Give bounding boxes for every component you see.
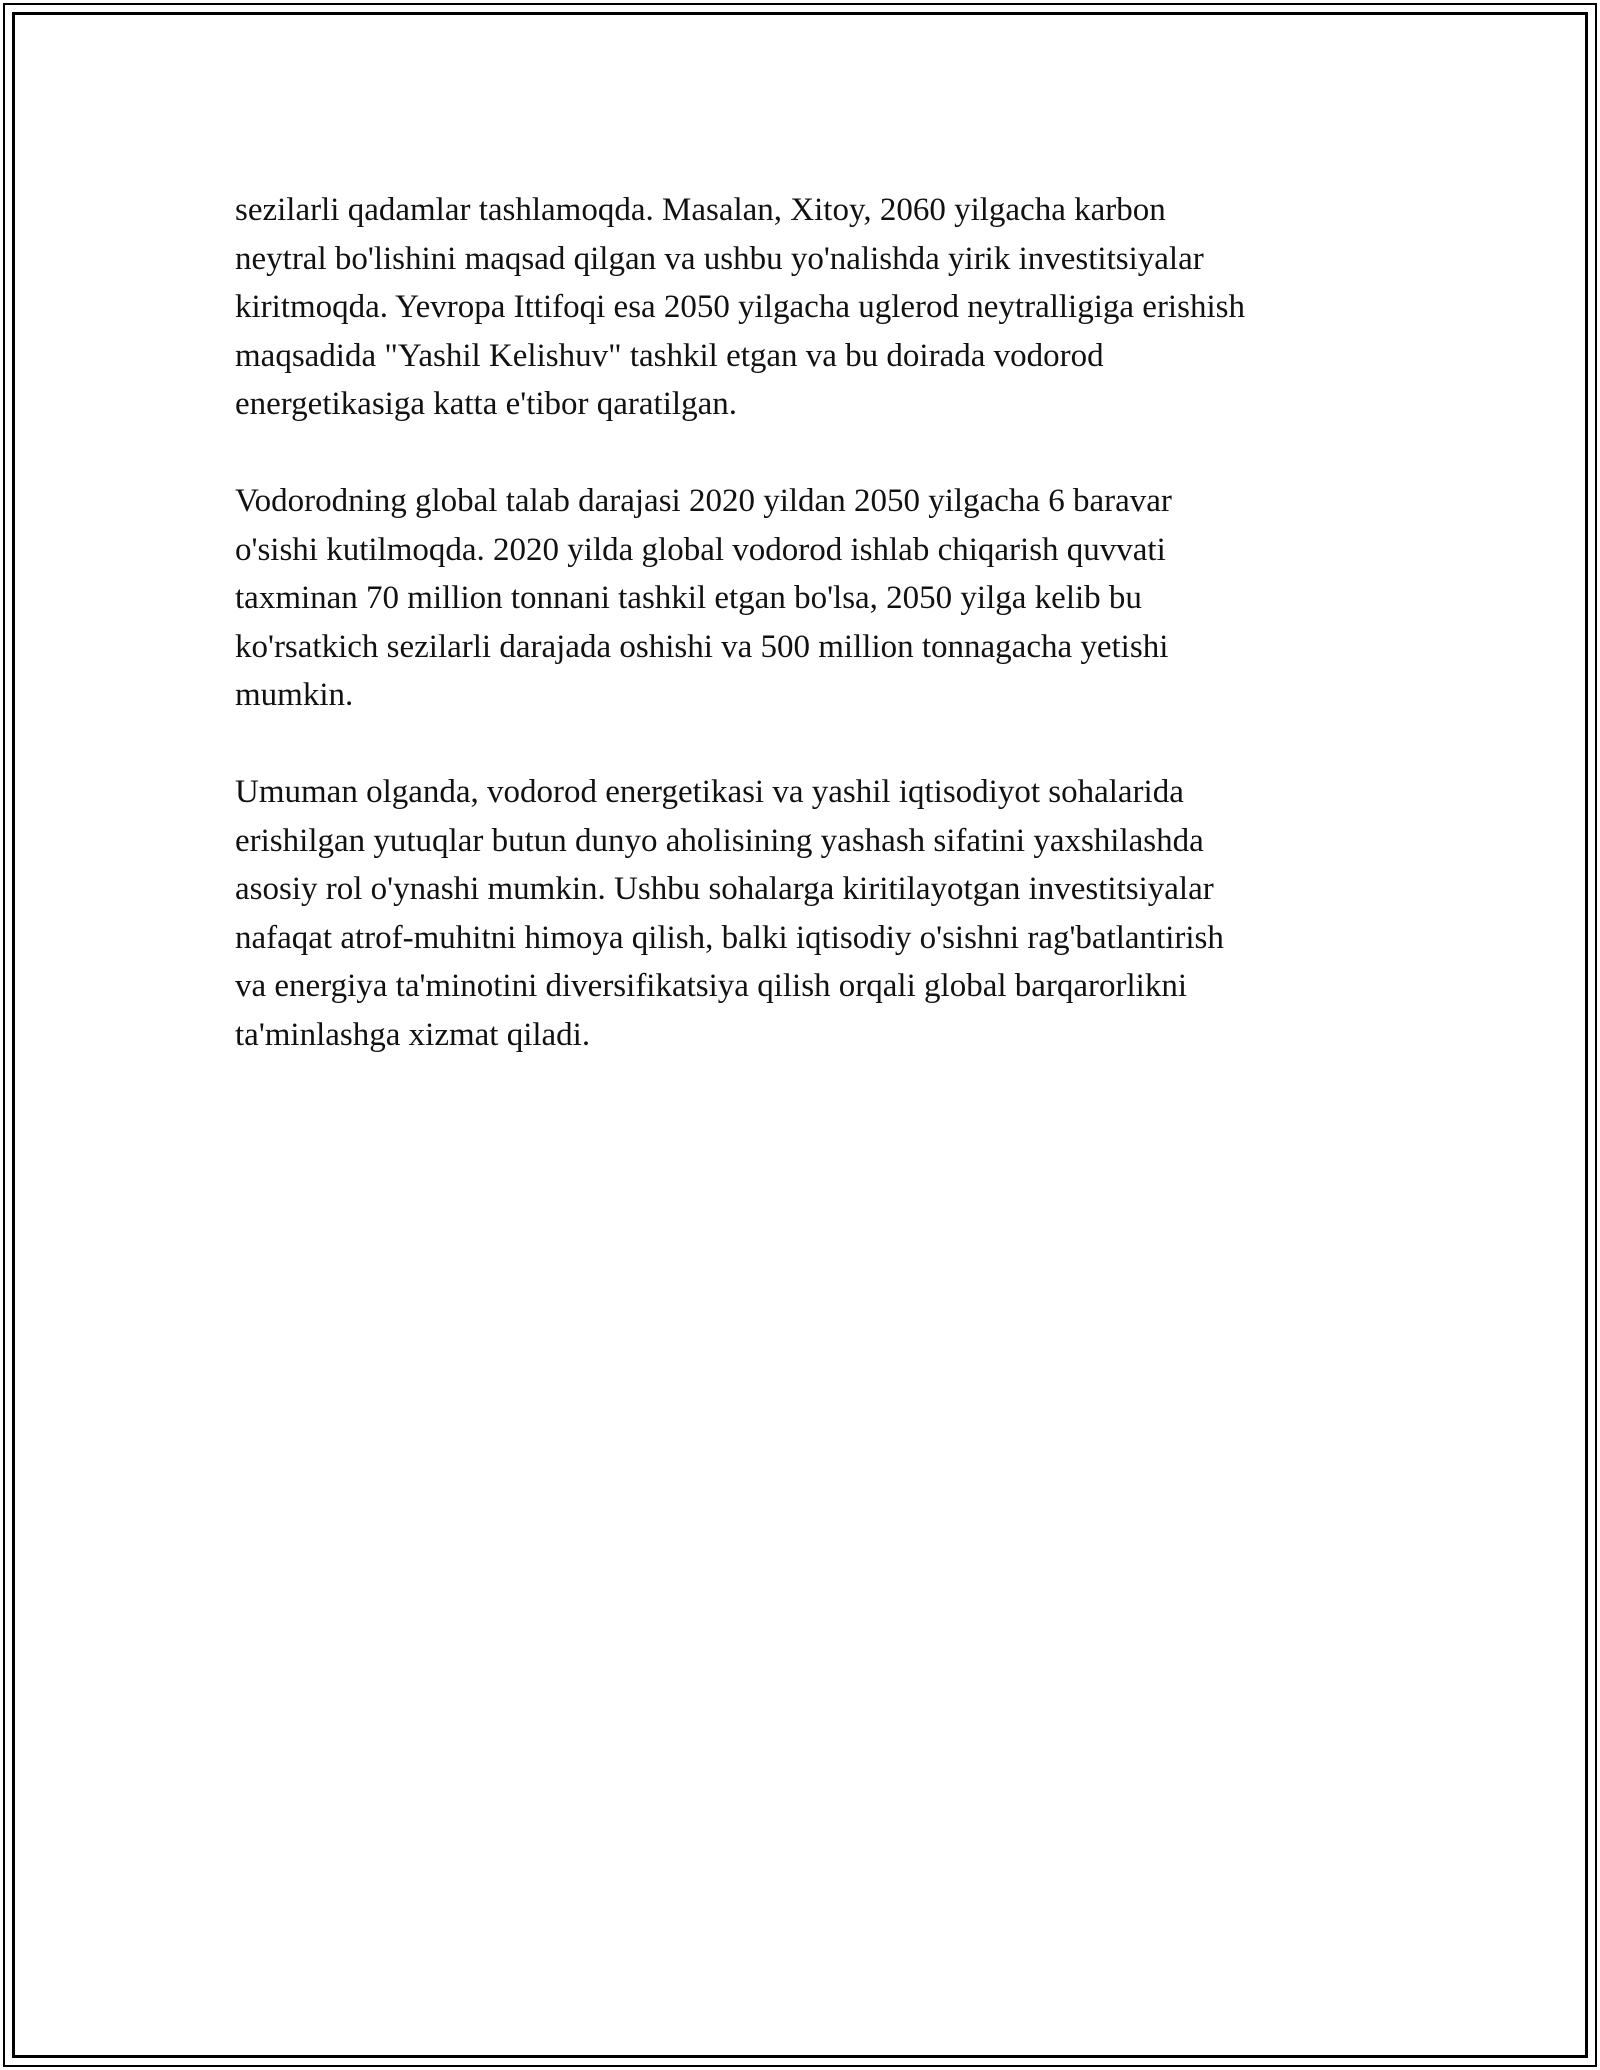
paragraph-3: Umuman olganda, vodorod energetikasi va yashil iqtisodiyot sohalarida erishilgan yutuqlar butun dunyo aholisining yashash sifatini yaxshilashda asosiy rol o'ynashi mumkin. Ushbu sohalarga kiritilayotgan investitsiyalar nafaqat atrof-muhitni himoya qilish, balki iqtisodiy o'sishni rag'batlantirish va energiya ta'minotini diversifikatsiya qilish orqali global barqarorlikni ta'minlashga xizmat qiladi. bbox=[235, 774, 1224, 1053]
paragraph-2: Vodorodning global talab darajasi 2020 yildan 2050 yilgacha 6 baravar o'sishi kutilmoqda. 2020 yilda global vodorod ishlab chiqarish quvvati taxminan 70 million tonnani tashkil etgan bo'lsa, 2050 yilga kelib bu ko'rsatkich sezilarli darajada oshishi va 500 million tonnagacha yetishi mumkin. bbox=[235, 483, 1172, 713]
paragraph-1: sezilarli qadamlar tashlamoqda. Masalan, Xitoy, 2060 yilgacha karbon neytral bo'lishini maqsad qilgan va ushbu yo'nalishda yirik investitsiyalar kiritmoqda. Yevropa Ittifoqi esa 2050 yilgacha uglerod neytralligiga erishish maqsadida "Yashil Kelishuv" tashkil etgan va bu doirada vodorod energetikasiga katta e'tibor qaratilgan. bbox=[235, 192, 1245, 422]
document-body bbox=[235, 186, 1415, 1108]
